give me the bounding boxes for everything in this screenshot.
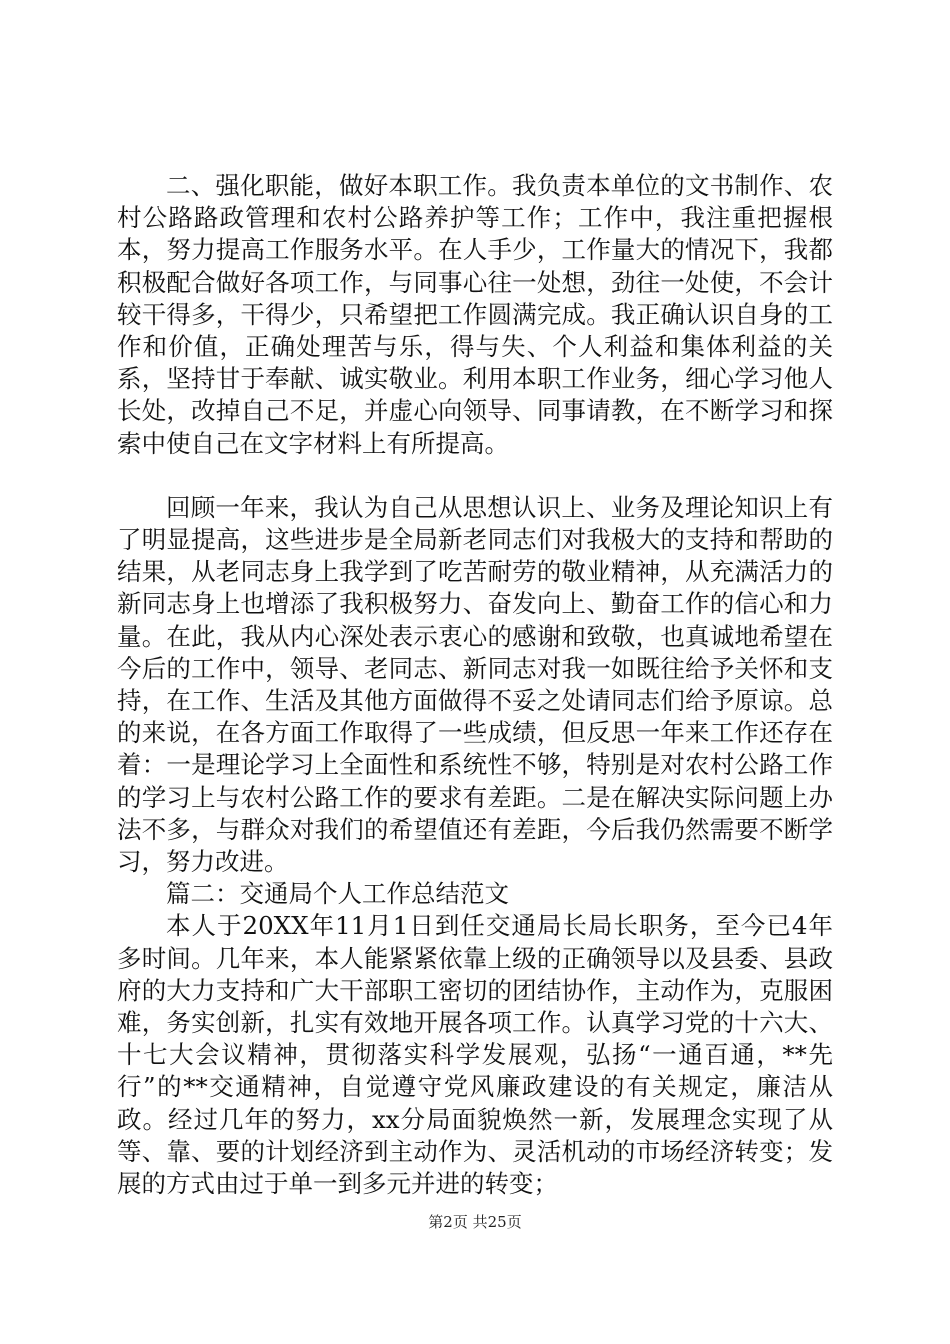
page-number-footer: 第2页 共25页 — [428, 1213, 522, 1231]
paragraph-duty-section: 二、强化职能，做好本职工作。我负责本单位的文书制作、农村公路路政管理和农村公路养护等工作；工作中，我注重把握根本，努力提高工作服务水平。在人手少，工作量大的情况下，我都积极配合做好各项工作，与同事心往一处想，劲往一处使，不会计较干得多，干得少，只希望把工作圆满完成。我正确认识自身的工作和价值，正确处理苦与乐，得与失、个人利益和集体利益的关系，坚持甘于奉献、诚实敬业。利用本职工作业务，细心学习他人长处，改掉自己不足，并虚心向领导、同事请教，在不断学习和探索中使自己在文字材料上有所提高。 — [117, 171, 833, 458]
section-title: 篇二：交通局个人工作总结范文 — [166, 879, 509, 909]
paragraph-year-review: 回顾一年来，我认为自己从思想认识上、业务及理论知识上有了明显提高，这些进步是全局新老同志们对我极大的支持和帮助的结果，从老同志身上我学到了吃苦耐劳的敬业精神，从充满活力的新同志身上也增添了我积极努力、奋发向上、勤奋工作的信心和力量。在此，我从内心深处表示衷心的感谢和致敬，也真诚地希望在今后的工作中，领导、老同志、新同志对我一如既往给予关怀和支持，在工作、生活及其他方面做得不妥之处请同志们给予原谅。总的来说，在各方面工作取得了一些成绩，但反思一年来工作还存在着：一是理论学习上全面性和系统性不够，特别是对农村公路工作的学习上与农村公路工作的要求有差距。二是在解决实际问题上办法不多，与群众对我们的希望值还有差距，今后我仍然需要不断学习，努力改进。 — [117, 492, 833, 877]
paragraph-bureau-summary: 本人于20XX年11月1日到任交通局长局长职务，至今已4年多时间。几年来，本人能紧紧依靠上级的正确领导以及县委、县政府的大力支持和广大干部职工密切的团结协作，主动作为，克服困难，务实创新，扎实有效地开展各项工作。认真学习党的十六大、十七大会议精神，贯彻落实科学发展观，弘扬“一通百通，**先行”的**交通精神，自觉遵守党风廉政建设的有关规定，廉洁从政。经过几年的努力，xx分局面貌焕然一新，发展理念实现了从等、靠、要的计划经济到主动作为、灵活机动的市场经济转变；发展的方式由过于单一到多元并进的转变； — [117, 911, 833, 1199]
document-body — [117, 170, 833, 1200]
